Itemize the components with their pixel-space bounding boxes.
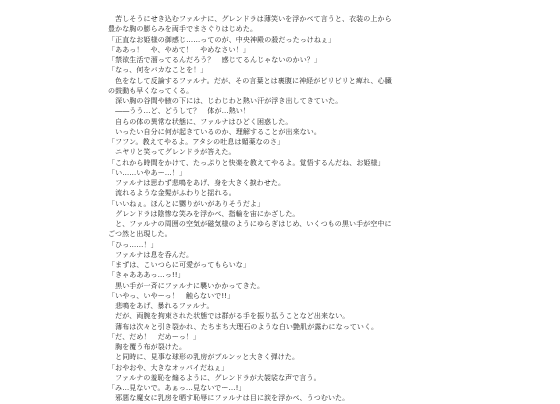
- text-line: 「いいねぇ。ほんとに嬲りがいがありそうだよ」: [108, 199, 265, 208]
- text-line: 「フフン。教えてやるよ。アタシの吐息は媚薬なのさ」: [108, 138, 285, 146]
- text-line: 薄布は次々と引き裂かれ、たちまち大理石のような白い艶肌が露わになっていく。: [108, 322, 379, 331]
- text-line: ファルナは思わず悲鳴をあげ、身を大きく捩わせた。: [108, 179, 286, 187]
- text-line: 邪悪な魔女に乳房を晒す恥辱にファルナは目に涙を浮かべ、うつむいた。: [108, 394, 350, 403]
- text-line: の鼓動も早くなってくる。: [108, 86, 194, 95]
- text-column: [108, 14, 464, 404]
- text-line: 「これから時間をかけて、たっぷりと快楽を教えてやるよ。覚悟するんだね、お姫様」: [108, 158, 385, 167]
- text-line: 「おやおや、大きなオッパイだねぇ」: [108, 363, 229, 372]
- text-line: 「きゃあああっ…っ!!」: [108, 271, 185, 280]
- text-line: 色をなして反論するファルナ。だが、その言葉とは裏腹に神経がビリビリと痺れ、心臓: [108, 76, 392, 85]
- text-line: ニヤリと笑ってグレンドラが答えた。: [108, 148, 236, 157]
- text-line: 流れるような金髪がふわりと揺れる。: [108, 189, 236, 198]
- document-page: [108, 14, 464, 403]
- text-line: 「だ、だめ！ だめーっ！」: [108, 332, 201, 341]
- text-line: 「正直なお姫様の御感じ……ってのが、中央神殿の殺だったっけねぇ」: [108, 35, 336, 44]
- text-line: 「いやっ、いやーっ！ 触らないで!!」: [108, 291, 235, 300]
- text-line: 「禁欲生活で溜ってるんだろう？ 感じてるんじゃないのかい？」: [108, 56, 321, 64]
- text-line: 豊かな胸の膨らみを両手でまさぐりはじめた。: [108, 25, 258, 34]
- text-line: いったい自分に何が起きているのか、理解することが出来ない。: [108, 127, 321, 136]
- text-line: 苦しそうにせき込むファルナに、グレンドラは薄笑いを浮かべて言うと、衣装の上から: [108, 15, 392, 23]
- text-line: 「ああっ！ や、やめて！ やめなさい！」: [108, 45, 250, 54]
- text-line: 「まずは、こいつらに可愛がってもらいな」: [108, 261, 250, 269]
- text-line: ごつ然と出現した。: [108, 230, 172, 239]
- text-line: ファルナの羞恥を煽るように、グレンドラが大袈裟な声で言う。: [108, 373, 321, 382]
- text-line: 「み…見ないで。あぁっ…見ないでー…!」: [108, 384, 246, 392]
- text-line: ――うう…ど、どうして？ 体が…熱い！: [108, 107, 250, 116]
- text-line: と、ファルナの周囲の空気が磁気様のようにゆらぎはじめ、いくつもの黒い手が空中に: [108, 220, 392, 228]
- text-line: 胸を覆う布が裂けた。: [108, 343, 187, 351]
- text-line: 「ひっ……！」: [108, 240, 158, 249]
- text-line: 悲鳴をあげ、暴れるファルナ。: [108, 302, 214, 310]
- text-line: ファルナは息を呑んだ。: [108, 250, 194, 259]
- text-line: 「なっ、何をバカなことを！」: [108, 66, 208, 75]
- text-line: 「い……いやあー…！」: [108, 168, 187, 177]
- text-line: 深い胸の谷間や腋の下には、じわじわと熱い汗が浮き出してきていた。: [108, 97, 343, 105]
- text-line: と同時に、見事な球形の乳房がブルンッと大きく弾けた。: [108, 353, 300, 362]
- text-line: グレンドラは陰惨な笑みを浮かべ、指輪を宙にかざした。: [108, 209, 300, 218]
- text-line: 自らの体の異常な状態に、ファルナはひどく困惑した。: [108, 117, 293, 126]
- text-line: 黒い手が一斉にファルナに襲いかかってきた。: [108, 281, 265, 290]
- text-line: だが、両腕を拘束された状態では群がる手を振り払うことなど出来ない。: [108, 312, 350, 321]
